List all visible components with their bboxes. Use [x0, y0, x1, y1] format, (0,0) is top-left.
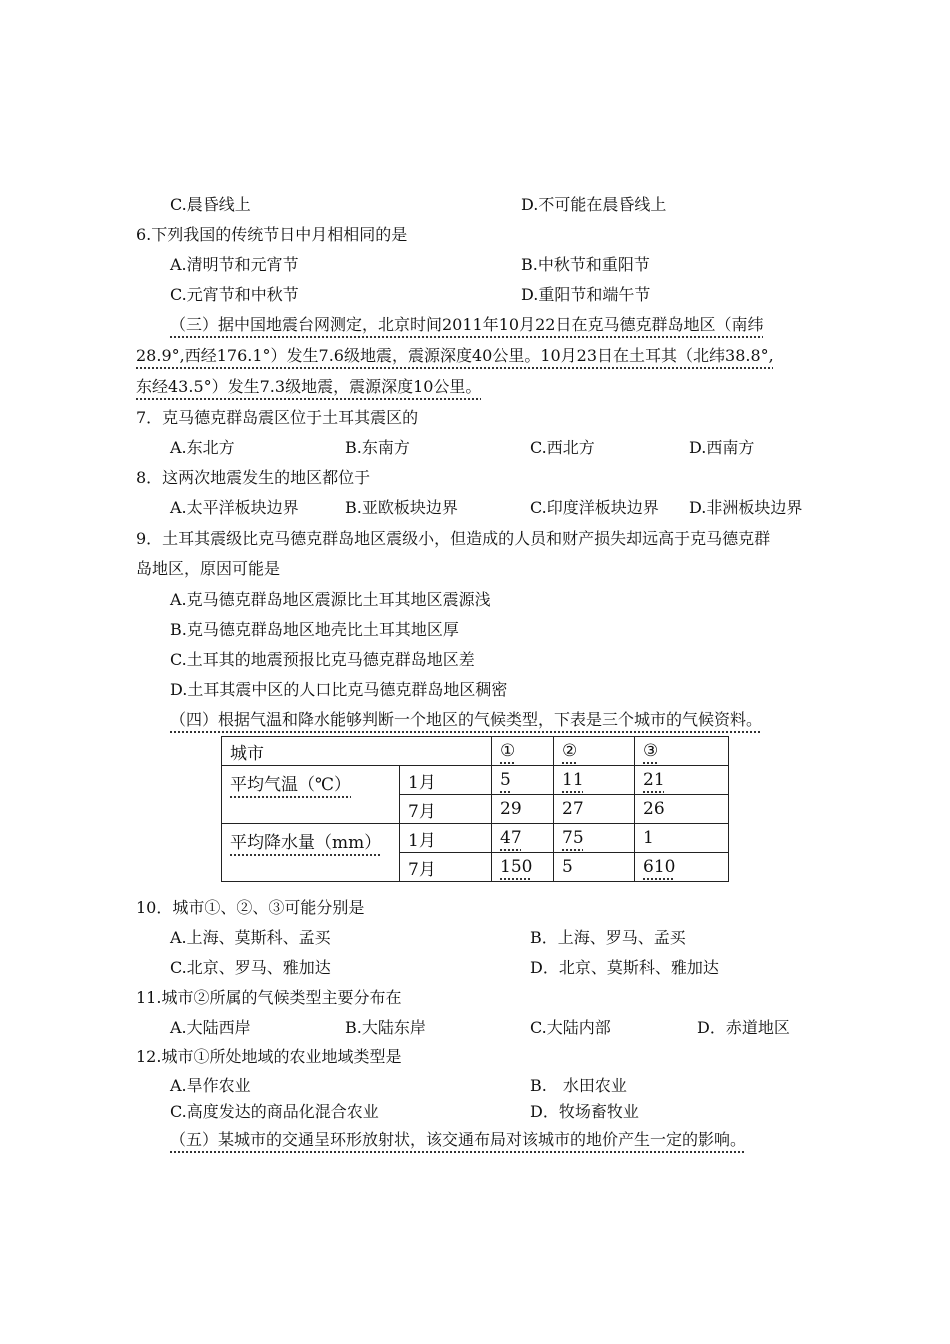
prec-jan-1: 47 — [492, 824, 554, 853]
temp-jul-1: 29 — [492, 795, 554, 824]
temp-jan-3: 21 — [635, 766, 729, 795]
q10-option-a: A.上海、莫斯科、孟买 — [170, 928, 331, 947]
q7-option-a: A.东北方 — [170, 438, 235, 457]
q6-option-c: C.元宵节和中秋节 — [170, 285, 299, 304]
section3-line2: 28.9°,西经176.1°）发生7.6级地震，震源深度40公里。10月23日在土耳其（北纬38.8°, — [136, 346, 774, 365]
prec-jul-3: 610 — [635, 853, 729, 882]
q12-stem: 12.城市①所处地域的农业地域类型是 — [136, 1047, 402, 1066]
prec-jul-1: 150 — [492, 853, 554, 882]
q5-option-c: C.晨昏线上 — [170, 195, 251, 214]
q9-option-b: B.克马德克群岛地区地壳比土耳其地区厚 — [170, 620, 459, 639]
temp-label: 平均气温（℃） — [222, 766, 400, 824]
q11-option-d: D．赤道地区 — [697, 1018, 790, 1037]
q11-stem: 11.城市②所属的气候类型主要分布在 — [136, 988, 402, 1007]
month-jan: 1月 — [400, 824, 492, 853]
q7-option-b: B.东南方 — [345, 438, 410, 457]
month-jul: 7月 — [400, 853, 492, 882]
header-city: 城市 — [222, 737, 492, 766]
q8-option-b: B.亚欧板块边界 — [345, 498, 458, 517]
q8-option-c: C.印度洋板块边界 — [530, 498, 659, 517]
q7-stem: 7．克马德克群岛震区位于土耳其震区的 — [136, 408, 419, 427]
header-city-3: ③ — [635, 737, 729, 766]
q12-option-b: B. 水田农业 — [530, 1076, 627, 1095]
prec-jan-3: 1 — [635, 824, 729, 853]
section3-line3: 东经43.5°）发生7.3级地震，震源深度10公里。 — [136, 377, 482, 396]
header-city-1: ① — [492, 737, 554, 766]
q8-option-d: D.非洲板块边界 — [689, 498, 803, 517]
temp-jan-1: 5 — [492, 766, 554, 795]
q9-stem-line2: 岛地区，原因可能是 — [136, 559, 281, 578]
q10-option-c: C.北京、罗马、雅加达 — [170, 958, 331, 977]
q10-stem: 10．城市①、②、③可能分别是 — [136, 898, 365, 917]
q8-stem: 8．这两次地震发生的地区都位于 — [136, 468, 371, 487]
header-city-2: ② — [554, 737, 635, 766]
q11-option-a: A.大陆西岸 — [170, 1018, 251, 1037]
section5-intro: （五）某城市的交通呈环形放射状，该交通布局对该城市的地价产生一定的影响。 — [170, 1130, 747, 1149]
q12-option-a: A.旱作农业 — [170, 1076, 251, 1095]
q9-option-d: D.土耳其震中区的人口比克马德克群岛地区稠密 — [170, 680, 508, 699]
q11-option-b: B.大陆东岸 — [345, 1018, 426, 1037]
table-row — [222, 824, 729, 853]
temp-jul-2: 27 — [554, 795, 635, 824]
q6-option-b: B.中秋节和重阳节 — [521, 255, 650, 274]
q10-option-d: D．北京、莫斯科、雅加达 — [530, 958, 719, 977]
table-row — [222, 766, 729, 795]
temp-jul-3: 26 — [635, 795, 729, 824]
month-jul: 7月 — [400, 795, 492, 824]
temp-jan-2: 11 — [554, 766, 635, 795]
q12-option-d: D．牧场畜牧业 — [530, 1102, 639, 1121]
precip-label: 平均降水量（mm） — [222, 824, 400, 882]
q8-option-a: A.太平洋板块边界 — [170, 498, 299, 517]
prec-jul-2: 5 — [554, 853, 635, 882]
section4-intro: （四）根据气温和降水能够判断一个地区的气候类型，下表是三个城市的气候资料。 — [170, 710, 763, 729]
climate-table — [221, 736, 729, 882]
q7-option-d: D.西南方 — [689, 438, 755, 457]
q5-option-d: D.不可能在晨昏线上 — [521, 195, 667, 214]
section3-line1: （三）据中国地震台网测定，北京时间2011年10月22日在克马德克群岛地区（南纬 — [170, 315, 764, 334]
month-jan: 1月 — [400, 766, 492, 795]
q12-option-c: C.高度发达的商品化混合农业 — [170, 1102, 379, 1121]
q6-option-d: D.重阳节和端午节 — [521, 285, 651, 304]
q9-option-c: C.土耳其的地震预报比克马德克群岛地区差 — [170, 650, 475, 669]
prec-jan-2: 75 — [554, 824, 635, 853]
q9-stem-line1: 9．土耳其震级比克马德克群岛地区震级小，但造成的人员和财产损失却远高于克马德克群 — [136, 529, 771, 548]
q11-option-c: C.大陆内部 — [530, 1018, 611, 1037]
q6-option-a: A.清明节和元宵节 — [170, 255, 299, 274]
table-header-row — [222, 737, 729, 766]
q7-option-c: C.西北方 — [530, 438, 595, 457]
q9-option-a: A.克马德克群岛地区震源比土耳其地区震源浅 — [170, 590, 491, 609]
q6-stem: 6.下列我国的传统节日中月相相同的是 — [136, 225, 408, 244]
q10-option-b: B．上海、罗马、孟买 — [530, 928, 686, 947]
